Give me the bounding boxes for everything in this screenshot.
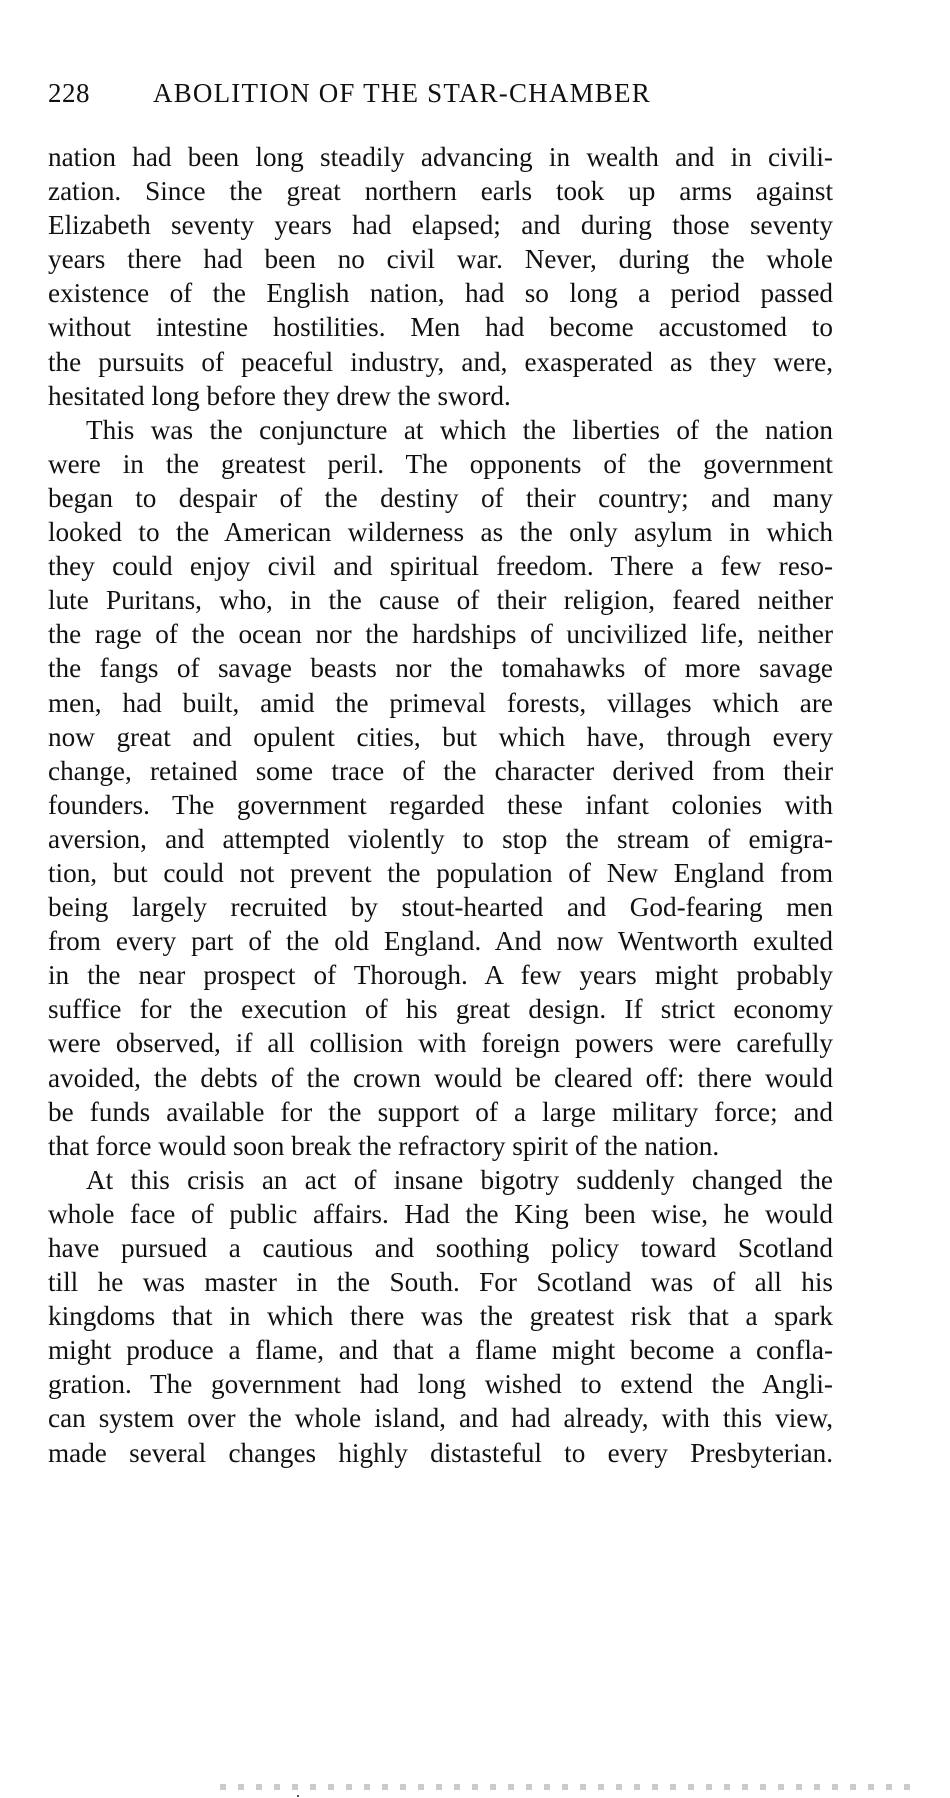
text-line: kingdoms that in which there was the greatest risk that a spark (48, 1301, 833, 1332)
running-head (48, 78, 833, 118)
text-line: lute Puritans, who, in the cause of their religion, feared neither (48, 585, 833, 616)
text-line: nation had been long steadily advancing in wealth and in civili- (48, 142, 833, 172)
text-line: suffice for the execution of his great design. If strict economy (48, 994, 833, 1025)
scan-bleed-through (220, 1784, 910, 1790)
text-line: made several changes highly distasteful to every Presbyterian. (48, 1437, 833, 1468)
paragraph-1 (48, 140, 833, 413)
text-line: men, had built, amid the primeval forests, villages which are (48, 687, 833, 718)
text-line: be funds available for the support of a large military force; and (48, 1096, 833, 1127)
text-line: the pursuits of peaceful industry, and, exasperated as they were, (48, 346, 833, 377)
text-line: This was the conjuncture at which the liberties of the nation (86, 414, 833, 445)
text-line: were observed, if all collision with foreign powers were carefully (48, 1028, 833, 1059)
text-line: whole face of public affairs. Had the King been wise, he would (48, 1198, 833, 1229)
text-line: in the near prospect of Thorough. A few years might probably (48, 960, 833, 991)
page-number: 228 (48, 78, 90, 108)
text-line: gration. The government had long wished to extend the Angli- (48, 1369, 833, 1400)
text-line: began to despair of the destiny of their country; and many (48, 482, 833, 513)
text-line: avoided, the debts of the crown would be cleared off: there would (48, 1062, 833, 1093)
text-line: were in the greatest peril. The opponents of the government (48, 448, 833, 479)
text-line: change, retained some trace of the character derived from their (48, 755, 833, 786)
text-line: tion, but could not prevent the population of New England from (48, 857, 833, 888)
text-line: till he was master in the South. For Scotland was of all his (48, 1267, 833, 1298)
text-line: now great and opulent cities, but which have, through every (48, 721, 833, 752)
running-title: ABOLITION OF THE STAR-CHAMBER (153, 78, 651, 108)
text-line: years there had been no civil war. Never, during the whole (48, 244, 833, 275)
text-line: without intestine hostilities. Men had become accustomed to (48, 312, 833, 343)
text-line: existence of the English nation, had so long a period passed (48, 278, 833, 309)
text-line: can system over the whole island, and had already, with this view, (48, 1403, 833, 1434)
text-line: Elizabeth seventy years had elapsed; and during those seventy (48, 210, 833, 241)
paragraph-2 (48, 413, 833, 1163)
text-line: hesitated long before they drew the sword. (48, 380, 511, 411)
text-line: looked to the American wilderness as the only asylum in which (48, 517, 833, 548)
text-line: being largely recruited by stout-hearted and God-fearing men (48, 892, 833, 923)
text-line: have pursued a cautious and soothing policy toward Scotland (48, 1233, 833, 1263)
text-line: that force would soon break the refractory spirit of the nation. (48, 1130, 720, 1161)
text-line: from every part of the old England. And now Wentworth exulted (48, 926, 833, 957)
scan-speck (297, 1795, 299, 1797)
book-page (48, 0, 833, 1798)
text-line: the rage of the ocean nor the hardships of uncivilized life, neither (48, 619, 833, 650)
text-line: zation. Since the great northern earls took up arms against (48, 176, 833, 207)
text-line: At this crisis an act of insane bigotry suddenly changed the (86, 1164, 833, 1195)
text-line: might produce a flame, and that a flame might become a confla- (48, 1335, 833, 1366)
text-line: the fangs of savage beasts nor the tomahawks of more savage (48, 653, 833, 684)
text-line: aversion, and attempted violently to stop the stream of emigra- (48, 823, 833, 854)
text-line: they could enjoy civil and spiritual freedom. There a few reso- (48, 551, 833, 582)
paragraph-3 (48, 1163, 833, 1470)
body-text (48, 140, 833, 1470)
text-line: founders. The government regarded these infant colonies with (48, 789, 833, 820)
